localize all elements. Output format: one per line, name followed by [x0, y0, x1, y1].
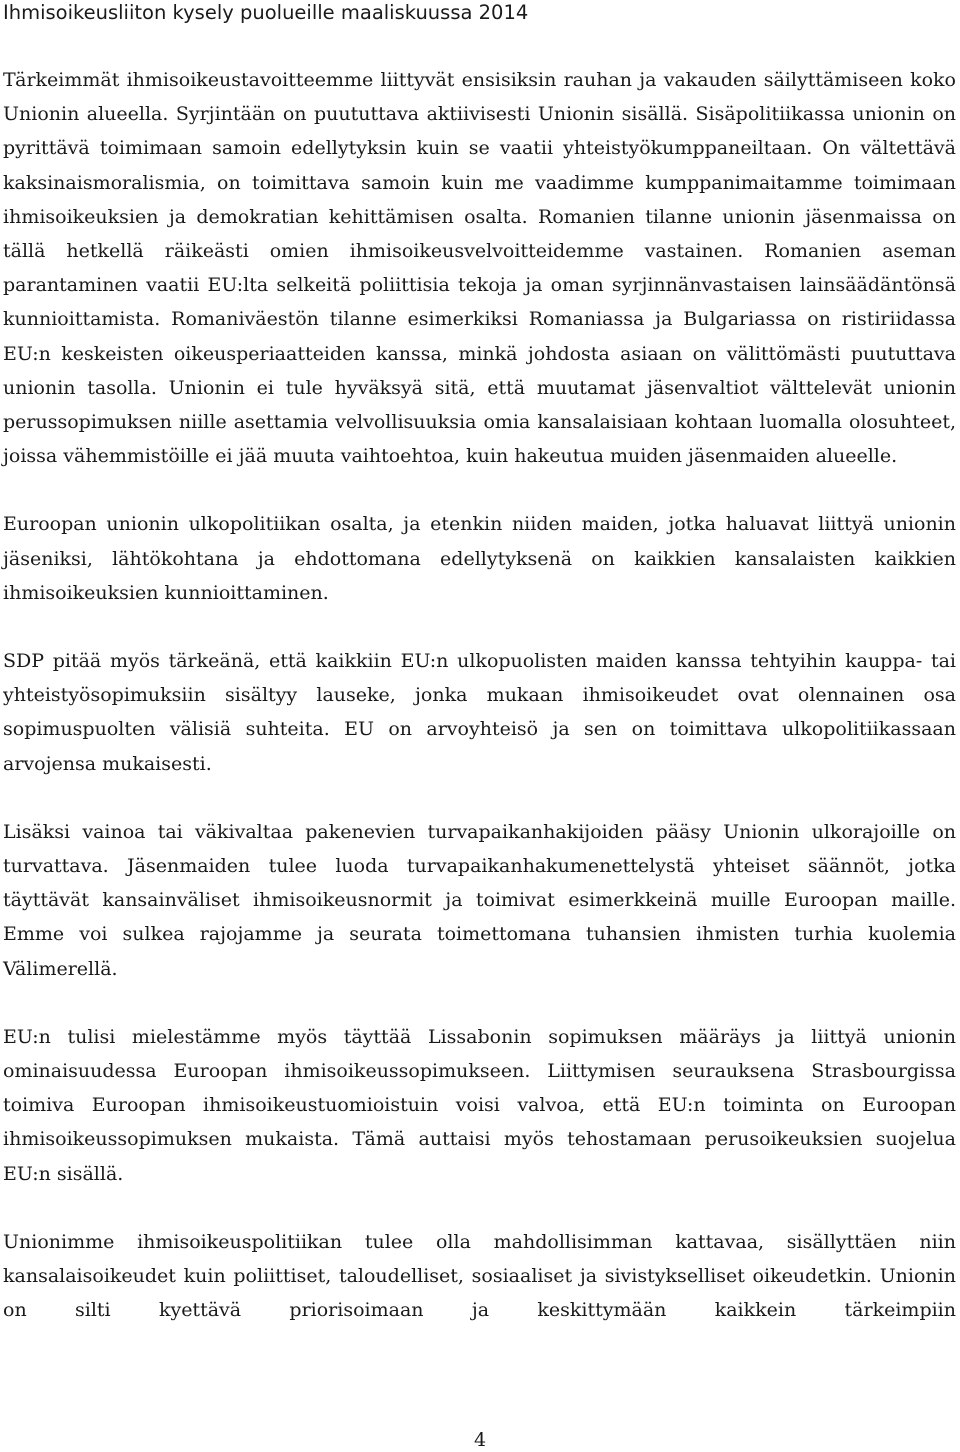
- paragraph-trade-agreements: SDP pitää myös tärkeänä, että kaikkiin EU:n ulkopuolisten maiden kanssa tehtyihin kauppa- tai yhteistyösopimuksiin sisältyy lauseke, jonka mukaan ihmisoikeudet ovat olennainen osa sopimuspuolten välisiä suhteita. EU on arvoyhteisö ja sen on toimittava ulkopolitiikassaan arvojensa mukaisesti.: [3, 650, 956, 775]
- paragraph-foreign-policy: Euroopan unionin ulkopolitiikan osalta, ja etenkin niiden maiden, jotka haluavat liittyä unionin jäseniksi, lähtökohtana ja ehdottomana edellytyksenä on kaikkien kansalaisten kaikkien ihmisoikeuksien kunnioittaminen.: [3, 513, 956, 604]
- document-body: [3, 63, 956, 1328]
- paragraph-human-rights-goals: Tärkeimmät ihmisoikeustavoitteemme liittyvät ensisiksin rauhan ja vakauden säilyttämiseen koko Unionin alueella. Syrjintään on puututtava aktiivisesti Unionin sisällä. Sisäpolitiikassa unionin on pyrittävä toimimaan samoin edellytyksin kuin se vaatii yhteistyökumppaneiltaan. On vältettävä kaksinaismoralismia, on toimittava samoin kuin me vaadimme kumppanimaitamme toimimaan ihmisoikeuksien ja demokratian kehittämisen osalta. Romanien tilanne unionin jäsenmaissa on tällä hetkellä räikeästi omien ihmisoikeusvelvoitteidemme vastainen. Romanien aseman parantaminen vaatii EU:lta selkeitä poliittisia tekoja ja oman syrjinnänvastaisen lainsäädäntönsä kunnioittamista. Romaniväestön tilanne esimerkiksi Romaniassa ja Bulgariassa on ristiriidassa EU:n keskeisten oikeusperiaatteiden kanssa, minkä johdosta asiaan on välittömästi puututtava unionin tasolla. Unionin ei tule hyväksyä sitä, että muutamat jäsenvaltiot välttelevät unionin perussopimuksen niille asettamia velvollisuuksia omia kansalaisiaan kohtaan luomalla olosuhteet, joissa vähemmistöille ei jää muuta vaihtoehtoa, kuin hakeutua muiden jäsenmaiden alueelle.: [3, 69, 956, 468]
- page-number: 4: [473, 1429, 487, 1451]
- page-header: Ihmisoikeusliiton kysely puolueille maaliskuussa 2014: [3, 1, 529, 24]
- paragraph-comprehensive-policy: Unionimme ihmisoikeuspolitiikan tulee olla mahdollisimman kattavaa, sisällyttäen niin kansalaisoikeudet kuin poliittiset, taloudelliset, sosiaaliset ja sivistykselliset oikeudetkin. Unionin on silti kyettävä priorisoimaan ja keskittymään kaikkein tärkeimpiin: [3, 1230, 956, 1322]
- paragraph-asylum-seekers: Lisäksi vainoa tai väkivaltaa pakenevien turvapaikanhakijoiden pääsy Unionin ulkorajoille on turvattava. Jäsenmaiden tulee luoda turvapaikanhakumenettelystä yhteiset säännöt, jotka täyttävät kansainväliset ihmisoikeusnormit ja toimivat esimerkkeinä muille Euroopan maille. Emme voi sulkea rajojamme ja seurata toimettomana tuhansien ihmisten turhia kuolemia Välimerellä.: [3, 820, 956, 980]
- paragraph-echr-accession: EU:n tulisi mielestämme myös täyttää Lissabonin sopimuksen määräys ja liittyä unionin ominaisuudessa Euroopan ihmisoikeussopimukseen. Liittymisen seurauksena Strasbourgissa toimiva Euroopan ihmisoikeustuomioistuin voisi valvoa, että EU:n toiminta on Euroopan ihmisoikeussopimuksen mukaista. Tämä auttaisi myös tehostamaan perusoikeuksien suojelua EU:n sisällä.: [3, 1025, 956, 1185]
